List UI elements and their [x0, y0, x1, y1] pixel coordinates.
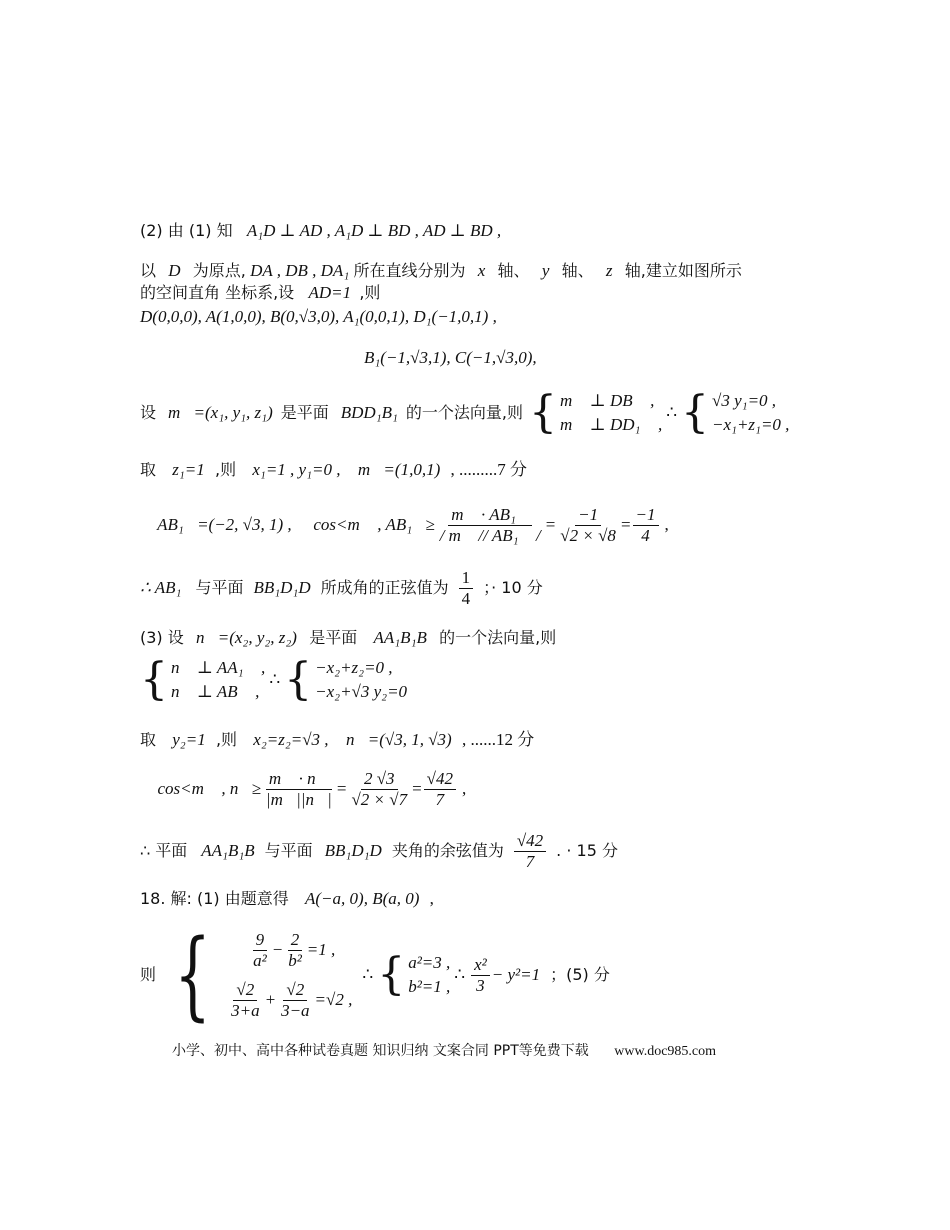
- p3-l3-d: x₂=z₂=√3 ,∴ n⃗=(√3, 1, √3): [253, 730, 452, 749]
- p3-line4: ∴ cos<m⃗ , n⃗≥ $\frac{m⃗ \cdot n⃗}{|m⃗||n⃗|}$ = $\frac{2 √3}{√2 \times √7}$ = $\frac{√42}{7}$ ,: [140, 768, 467, 809]
- p2-l2-d: DA , DB , DA₁: [250, 261, 350, 280]
- p2-l6-sys2-row1: √3 y₁=0 ,: [712, 391, 777, 410]
- p2-l6-sys1-row2: m⃗ ⊥ DD₁⃗ ,: [560, 415, 663, 434]
- p2-l6-a: 设: [140, 403, 157, 422]
- p2-l6-system1: [529, 389, 662, 437]
- p3-l1-b: n⃗=(x₂, y₂, z₂): [196, 628, 297, 647]
- p2-l2-a: 以: [140, 261, 157, 280]
- p2-l7-b: z₁=1: [172, 460, 205, 479]
- p2-l1-prefix: (2) 由 (1) 知: [140, 221, 233, 240]
- p2-line2: [140, 260, 742, 282]
- q18-l1-c: ,: [429, 889, 434, 908]
- p2-l8-frac1: $\frac{\text{m⃗ · AB₁⃗}}{\text{/ m⃗ // AB₁⃗ /}}$: [439, 504, 541, 545]
- p3-line2: [140, 652, 407, 708]
- p2-l3-c: ,则: [359, 283, 381, 302]
- p2-l2-b: D: [168, 261, 181, 280]
- p3-line1: [140, 627, 556, 649]
- footer-text: 小学、初中、高中各种试卷真题 知识归纳 文案合同 PPT等免费下载: [172, 1043, 589, 1059]
- p3-system2: [284, 656, 407, 704]
- p2-l9-a: ∴ AB₁: [140, 578, 182, 597]
- p3-l5-a: ∴ 平面: [140, 841, 188, 860]
- q18-result-end: − y²=1: [491, 965, 541, 984]
- p3-l5-g: . · 15 分: [556, 841, 618, 860]
- p2-l9-frac: $\frac{1}{4}$: [459, 568, 474, 609]
- p2-l6-b: m⃗=(x₁, y₁, z₁): [168, 403, 273, 422]
- p3-l4-frac2: $\frac{2 √3}{√2 \times √7}$: [351, 768, 408, 809]
- p2-l9-b: 与平面: [195, 578, 244, 597]
- q18-therefore2: ∴: [454, 965, 466, 984]
- p2-l2-e: 所在直线分别为: [353, 261, 466, 280]
- p2-l7-d: x₁=1 , y₁=0 ,∴ m⃗=(1,0,1): [252, 460, 441, 479]
- p3-l4-frac3: $\frac{√42}{7}$: [424, 769, 456, 810]
- p2-l2-c: 为原点,: [192, 261, 246, 280]
- footer-url: www.doc985.com: [614, 1044, 717, 1059]
- p2-line1: [140, 220, 501, 242]
- left-brace-icon: {: [377, 949, 406, 1000]
- p2-l9-e: ；· 10 分: [483, 578, 543, 597]
- q18-sys2-row2: b²=1 ,: [408, 977, 451, 996]
- p3-sys1-row2: n⃗ ⊥ AB⃗ ,: [171, 682, 260, 701]
- p3-l5-c: 与平面: [264, 841, 313, 860]
- p2-l6-therefore: ∴: [666, 403, 678, 422]
- p2-l8-frac2: $\frac{-1}{√2 \times √8}$: [560, 504, 616, 545]
- q18-then: 则: [140, 965, 157, 984]
- p2-l5: B₁(−1,√3,1), C(−1,√3,0),: [364, 348, 537, 367]
- p2-l2-k: 轴,建立如图所示: [624, 261, 742, 280]
- q18-sys1-row1: $\frac{9}{\text{a²}}$ − $\frac{2}{\text{b²}}$ =1 ,: [253, 929, 336, 970]
- p3-sys1-row1: n⃗ ⊥ AA₁⃗ ,: [171, 658, 266, 677]
- p2-l3-b: AD=1: [308, 283, 352, 302]
- p2-l6-sys2-row2: −x₁+z₁=0 ,: [712, 415, 790, 434]
- p2-l7-e: , .........7 分: [450, 460, 527, 479]
- q18-result-frac: $\frac{\text{x²}}{3}$: [471, 955, 490, 996]
- q18-score: ；(5) 分: [550, 965, 610, 984]
- p2-l6-system2: [681, 389, 789, 437]
- p2-l2-i: 轴、: [561, 261, 594, 280]
- page-footer: [172, 1040, 716, 1060]
- p2-line7: [140, 459, 527, 481]
- left-brace-icon: {: [174, 919, 211, 1031]
- p2-l8-frac3: $\frac{-1}{4}$: [633, 505, 659, 546]
- p3-l5-frac: $\frac{√42}{7}$: [514, 831, 546, 872]
- p3-line5: [140, 827, 618, 875]
- p3-l1-e: 的一个法向量,则: [439, 628, 557, 647]
- p3-sys2-row2: −x₂+√3 y₂=0: [315, 682, 408, 701]
- p3-l4-pre: ∴ cos<m⃗ , n⃗≥: [140, 779, 261, 798]
- p2-line8: ∴ AB₁⃗=(−2, √3, 1) , ∴ cos<m⃗ , AB₁⃗≥ $\frac{\text{m⃗ · AB₁⃗}}{\text{/ m⃗ // AB₁⃗ /}}$ = $\frac{-1}{√2 \times √8}$ = $\frac{-1}{4}$ ,: [140, 504, 669, 545]
- p2-l2-h: y: [541, 261, 550, 280]
- p3-l1-d: AA₁B₁B: [373, 628, 427, 647]
- p2-l9-d: 所成角的正弦值为: [320, 578, 449, 597]
- p3-l4-frac1: $\frac{m⃗ \cdot n⃗}{|m⃗||n⃗|}$: [265, 768, 332, 809]
- q18-therefore: ∴: [362, 965, 374, 984]
- p2-l7-c: ,则: [215, 460, 237, 479]
- p2-l6-c: 是平面: [280, 403, 329, 422]
- q18-line1: [140, 888, 434, 910]
- p2-l6-sys1-row1: m⃗ ⊥ DB⃗ ,: [560, 391, 655, 410]
- q18-sys2-row1: a²=3 ,: [408, 953, 451, 972]
- p2-line6: [140, 384, 789, 442]
- q18-system2: [377, 951, 450, 999]
- left-brace-icon: {: [529, 387, 558, 438]
- q18-l1-b: A(−a, 0), B(a, 0): [305, 889, 420, 908]
- p2-line9: [140, 565, 543, 611]
- p2-l3-a: 的空间直角 坐标系,设: [140, 283, 295, 302]
- p3-l3-e: , ......12 分: [461, 730, 535, 749]
- p2-l1-math: A₁D ⊥ AD , A₁D ⊥ BD , AD ⊥ BD ,: [246, 221, 502, 240]
- p2-l7-a: 取: [140, 460, 157, 479]
- p3-l3-a: 取: [140, 730, 157, 749]
- p3-l5-b: AA₁B₁B: [201, 841, 255, 860]
- p3-sys2-row1: −x₂+z₂=0 ,: [315, 658, 393, 677]
- p3-l5-e: 夹角的余弦值为: [391, 841, 504, 860]
- p3-l3-b: y₂=1: [172, 730, 206, 749]
- p2-line3: [140, 282, 380, 304]
- p3-l1-a: (3) 设: [140, 628, 184, 647]
- left-brace-icon: {: [284, 654, 313, 705]
- q18-sys1-row2: $\frac{√2}{3+a}$ + $\frac{√2}{3-a}$ =√2 ,: [231, 979, 353, 1020]
- q18-l1-a: 18. 解: (1) 由题意得: [140, 889, 289, 908]
- p3-line3: [140, 729, 534, 751]
- p3-system1: [140, 656, 265, 704]
- p2-l2-g: 轴、: [497, 261, 530, 280]
- p3-l5-d: BB₁D₁D: [324, 841, 382, 860]
- p2-l2-f: x: [477, 261, 486, 280]
- p3-l3-c: ,则: [215, 730, 238, 749]
- q18-system1: [162, 919, 353, 1031]
- p2-l6-d: BDD₁B₁: [340, 403, 398, 422]
- left-brace-icon: {: [681, 387, 710, 438]
- p3-l1-c: 是平面: [309, 628, 358, 647]
- p3-therefore: ∴: [269, 670, 281, 689]
- q18-line2: [140, 919, 610, 1031]
- p2-l8-pre: ∴ AB₁⃗=(−2, √3, 1) , ∴ cos<m⃗ , AB₁⃗≥: [140, 515, 435, 534]
- p2-l9-c: BB₁D₁D: [253, 578, 311, 597]
- p2-l6-e: 的一个法向量,则: [405, 403, 524, 422]
- p2-line4: [140, 306, 497, 328]
- left-brace-icon: {: [140, 654, 168, 705]
- p2-l4: D(0,0,0), A(1,0,0), B(0,√3,0), A₁(0,0,1), D₁(−1,0,1) ,: [140, 307, 497, 326]
- p2-line5: [364, 347, 537, 369]
- p2-l2-j: z: [605, 261, 613, 280]
